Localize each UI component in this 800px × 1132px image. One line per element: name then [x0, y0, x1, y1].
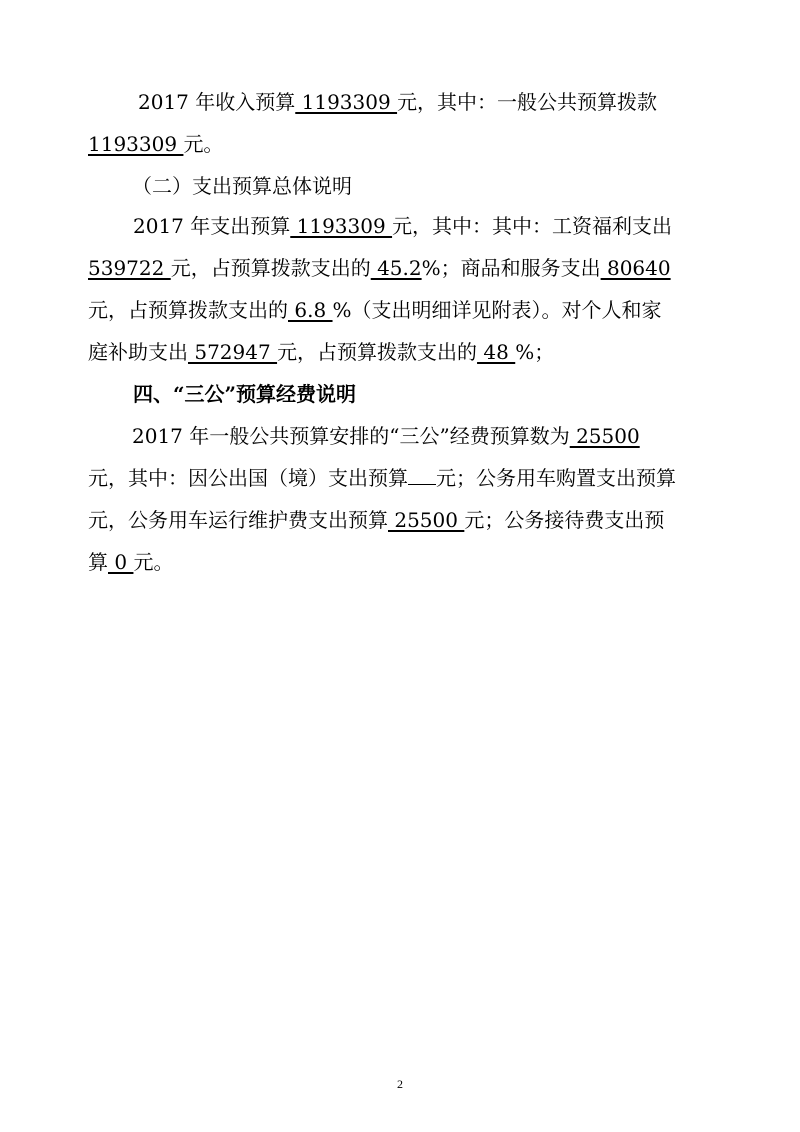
overseas-blank [408, 464, 436, 485]
text: 元，占预算拨款支出的 [88, 298, 288, 322]
income-budget-value: 1193309 [295, 90, 398, 114]
income-budget-line-1 [138, 88, 657, 116]
expenditure-line-4 [88, 338, 554, 366]
section-heading-three-public: 四、“三公”预算经费说明 [133, 382, 357, 406]
general-budget-allocation-value: 1193309 [88, 132, 184, 156]
text: 庭补助支出 [88, 340, 188, 364]
text: 元，公务用车运行维护费支出预算 [88, 508, 388, 532]
goods-services-value: 80640 [600, 256, 671, 280]
section-heading-expenditure: （二）支出预算总体说明 [132, 174, 352, 198]
text: 元。 [133, 550, 174, 574]
text: 元，占预算拨款支出的 [170, 256, 371, 280]
salary-percent-value: 45.2 [370, 256, 422, 280]
three-public-line-3 [88, 506, 664, 534]
vehicle-maintenance-value: 25500 [388, 508, 465, 532]
text: %； [515, 340, 555, 364]
text: 算 [88, 550, 108, 574]
text: 2017 年收入预算 [138, 90, 296, 114]
household-subsidy-value: 572947 [188, 340, 278, 364]
expenditure-line-1 [133, 212, 672, 240]
expenditure-budget-value: 1193309 [290, 214, 393, 238]
household-percent-value: 48 [477, 340, 516, 364]
expenditure-line-3 [88, 296, 662, 324]
goods-percent-value: 6.8 [288, 298, 333, 322]
text: 2017 年一般公共预算安排的“三公”经费预算数为 [132, 424, 570, 448]
salary-welfare-value: 539722 [88, 256, 171, 280]
text: 元，其中：因公出国（境）支出预算 [88, 466, 408, 490]
three-public-line-1 [132, 422, 640, 450]
page-number: 2 [397, 1077, 403, 1091]
three-public-line-2 [88, 464, 676, 492]
text: %；商品和服务支出 [421, 256, 601, 280]
text: 元，其中：其中：工资福利支出 [392, 214, 673, 238]
text: 2017 年支出预算 [133, 214, 291, 238]
text: %（支出明细详见附表）。对个人和家 [332, 298, 662, 322]
expenditure-line-2 [88, 254, 671, 282]
text: 元；公务接待费支出预 [464, 508, 665, 532]
income-budget-line-2 [88, 130, 223, 158]
text: 元，其中：一般公共预算拨款 [397, 90, 658, 114]
three-public-line-4 [88, 548, 173, 576]
text: 元。 [183, 132, 224, 156]
text: 元；公务用车购置支出预算 [436, 466, 676, 490]
text: 元，占预算拨款支出的 [277, 340, 478, 364]
three-public-total-value: 25500 [569, 424, 640, 448]
reception-value: 0 [108, 550, 134, 574]
